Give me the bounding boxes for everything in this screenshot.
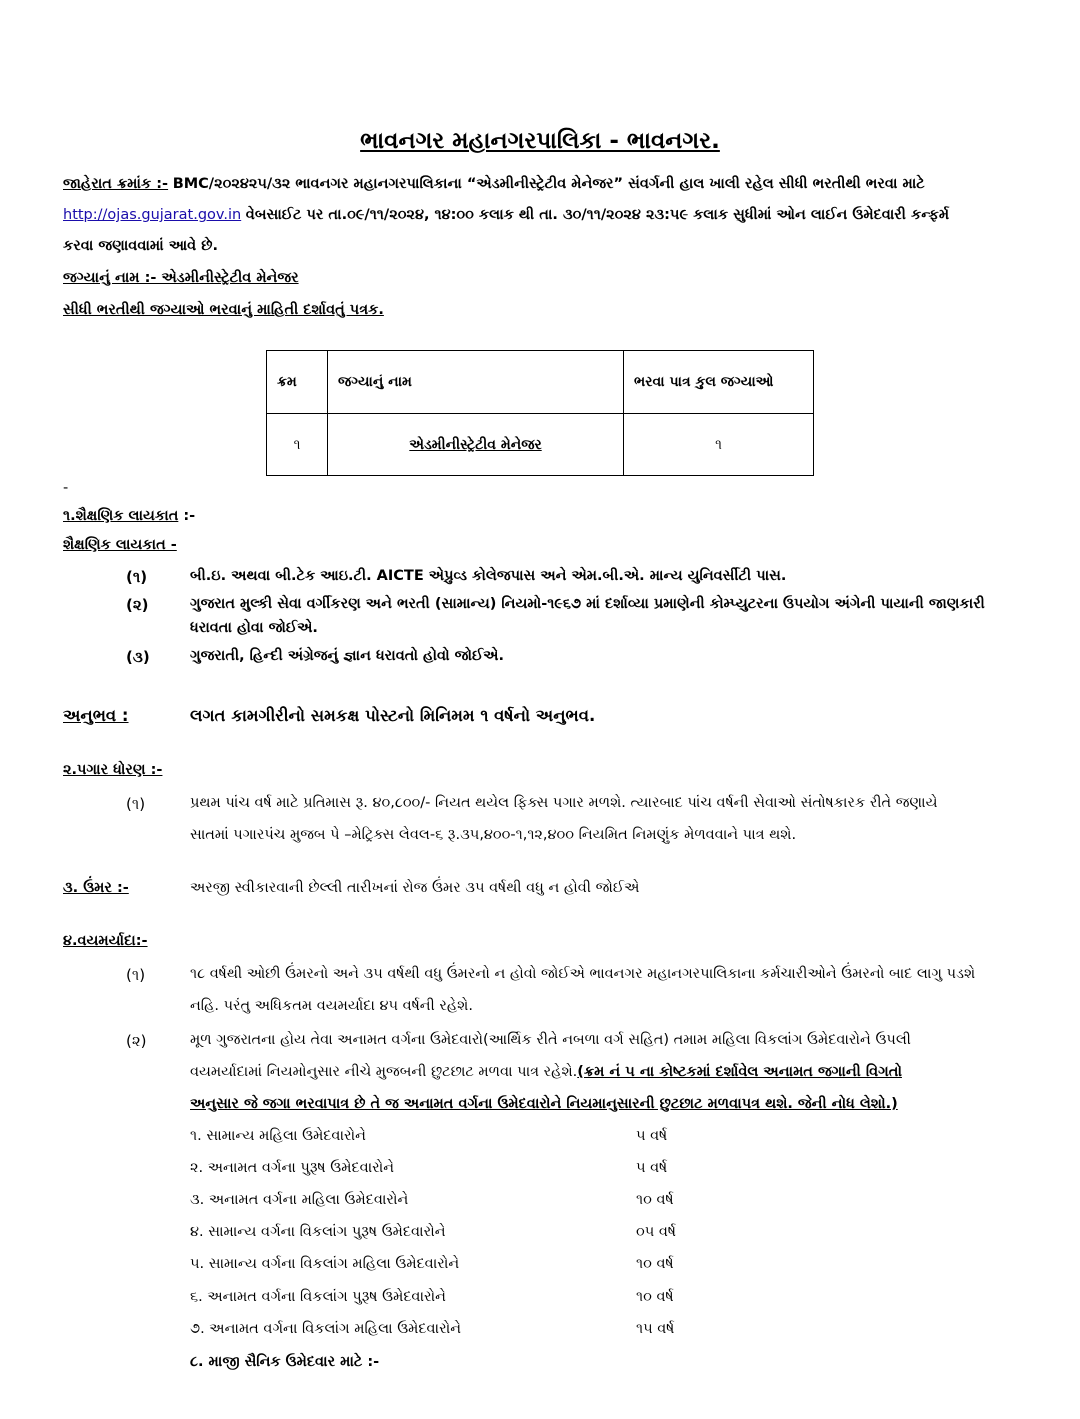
- age-limit-p2-line3: અનુસાર જે જગા ભરવાપાત્ર છે તે જ અનામત વર્ગના ઉમેદવારોને નિયમાનુસારની છુટછાટ મળવાપત્ર થશે. જેની નોધ લેશો.): [190, 1096, 898, 1112]
- separator-dash: -: [63, 480, 69, 496]
- relax-item-label: ૧. સામાન્ય મહિલા ઉમેદવારોને: [190, 1128, 366, 1144]
- posts-table: [266, 350, 814, 476]
- relax-item-label: ૨. અનામત વર્ગના પુરૂષ ઉમેદવારોને: [190, 1160, 395, 1176]
- pay-text-1: પ્રથમ પાંચ વર્ષ માટે પ્રતિમાસ રૂ. ૪૦,૮૦૦/- નિયત થયેલ ફિક્સ પગાર મળશે. ત્યારબાદ પાંચ વર્ષની સેવાઓ સંતોષકારક રીતે જણાયે: [190, 795, 938, 811]
- age-label: ૩. ઉંમર :-: [63, 880, 129, 896]
- advert-line-2: [63, 207, 949, 223]
- edu-item-text: બી.ઇ. અથવા બી.ટેક આઇ.ટી. AICTE એપ્રુવ્ડ કોલેજપાસ અને એમ.બી.એ. માન્ય યુનિવર્સીટી પાસ.: [190, 568, 787, 584]
- edu-item-text: ગુજરાત મુલ્કી સેવા વર્ગીકરણ અને ભરતી (સામાન્ય) નિયમો-૧૯૬૭ માં દર્શાવ્યા પ્રમાણેની કોમ્પ્યુટરના ઉપયોગ અંગેની પાયાની જાણકારી: [190, 596, 985, 612]
- relax-item-value: ૧૦ વર્ષ: [636, 1192, 674, 1208]
- advert-text-1: BMC/૨૦૨૪૨૫/૩૨ ભાવનગર મહાનગરપાલિકાના “એડમીનીસ્ટ્રેટીવ મેનેજર” સંવર્ગની હાલ ખાલી રહેલ સીધી ભરતીથી ભરવા માટે: [172, 176, 925, 192]
- age-limit-p2-line2b: (ક્રમ નં ૫ ના કોષ્ટકમાં દર્શાવેલ અનામત જગાની વિગતો: [577, 1064, 902, 1080]
- relax-item-value: ૫ વર્ષ: [636, 1128, 668, 1144]
- edu-item-text: ગુજરાતી, હિન્દી અંગ્રેજનું જ્ઞાન ધરાવતો હોવો જોઈએ.: [190, 648, 504, 664]
- relax-item-label: ૩. અનામત વર્ગના મહિલા ઉમેદવારોને: [190, 1192, 409, 1208]
- relax-item-label: ૬. અનામત વર્ગના વિકલાંગ પુરૂષ ઉમેદવારોને: [190, 1289, 446, 1305]
- table-cell: ૧: [624, 414, 814, 476]
- table-header-row: [267, 351, 814, 414]
- relax-item-value: ૧૫ વર્ષ: [636, 1321, 675, 1337]
- age-limit-p2-line2: [190, 1064, 902, 1080]
- education-subheading: શૈક્ષણિક લાયકાત -: [63, 537, 177, 553]
- relax-item-label: ૪. સામાન્ય વર્ગના વિકલાંગ પુરૂષ ઉમેદવારોને: [190, 1224, 446, 1240]
- table-header-cell: ભરવા પાત્ર કુલ જગ્યાઓ: [624, 351, 814, 414]
- advert-text-3: કરવા જણાવવામાં આવે છે.: [63, 238, 218, 254]
- age-limit-p2-line1: મૂળ ગુજરાતના હોય તેવા અનામત વર્ગના ઉમેદવારો(આર્થિક રીતે નબળા વર્ગ સહિત) તમામ મહિલા વિકલાંગ ઉમેદવારોને ઉપલી: [190, 1032, 911, 1048]
- edu-item-text-cont: ધરાવતા હોવા જોઈએ.: [190, 620, 318, 636]
- table-row: [267, 414, 814, 476]
- edu-item-num: (૨): [126, 596, 149, 614]
- age-limit-num: (૨): [126, 1032, 147, 1050]
- age-limit-p1-line2: નહિ. પરંતુ અધિકતમ વયમર્યાદા ૪૫ વર્ષની રહેશે.: [190, 998, 473, 1014]
- relax-item-label: ૭. અનામત વર્ગના વિકલાંગ મહિલા ઉમેદવારોને: [190, 1321, 462, 1337]
- age-limit-p1-line1: ૧૮ વર્ષથી ઓછી ઉંમરનો અને ૩૫ વર્ષથી વધુ ઉંમરનો ન હોવો જોઈએ ભાવનગર મહાનગરપાલિકાના કર્મચારીઓને ઉંમરનો બાદ લાગુ પડશે: [190, 966, 976, 982]
- relax-item-value: ૧૦ વર્ષ: [636, 1256, 674, 1272]
- table-cell: ૧: [267, 414, 328, 476]
- relax-item-value: ૫ વર્ષ: [636, 1160, 668, 1176]
- table-cell: એડમીનીસ્ટ્રેટીવ મેનેજર: [328, 414, 624, 476]
- age-text: અરજી સ્વીકારવાની છેલ્લી તારીખનાં રોજ ઉંમર ૩૫ વર્ષથી વધુ ન હોવી જોઈએ: [190, 880, 640, 896]
- relax-item-value: ૧૦ વર્ષ: [636, 1289, 674, 1305]
- relax-item-value: ૦૫ વર્ષ: [636, 1224, 677, 1240]
- info-line: સીધી ભરતીથી જગ્યાઓ ભરવાનું માહિતી દર્શાવતું પત્રક.: [63, 302, 384, 318]
- ojas-link[interactable]: http://ojas.gujarat.gov.in: [63, 207, 242, 223]
- experience-label: અનુભવ :: [63, 706, 129, 725]
- education-heading: [63, 508, 195, 524]
- table-header-cell: જગ્યાનું નામ: [328, 351, 624, 414]
- ex-serviceman-heading: ૮. માજી સૈનિક ઉમેદવાર માટે :-: [190, 1354, 380, 1370]
- page-title: ભાવનગર મહાનગરપાલિકા - ભાવનગર.: [360, 128, 720, 154]
- edu-item-num: (૩): [126, 648, 150, 666]
- edu-item-num: (૧): [126, 568, 148, 586]
- advert-text-2: વેબસાઈટ પર તા.૦૯/૧૧/૨૦૨૪, ૧૪:૦૦ કલાક થી તા. ૩૦/૧૧/૨૦૨૪ ૨૩:૫૯ કલાક સુધીમાં ઓન લાઈન ઉમેદવારી કન્ફર્મ: [245, 207, 950, 223]
- advert-label: જાહેરાત ક્રમાંક :-: [63, 176, 169, 192]
- education-heading-text: ૧.શૈક્ષણિક લાયકાત: [63, 508, 179, 524]
- age-limit-num: (૧): [126, 966, 146, 984]
- relax-item-label: ૫. સામાન્ય વર્ગના વિકલાંગ મહિલા ઉમેદવારોને: [190, 1256, 460, 1272]
- age-limit-p2-line2a: વયમર્યાદામાં નિયમોનુસાર નીચે મુજબની છુટછાટ મળવા પાત્ર રહેશે.: [190, 1064, 578, 1080]
- post-name-line: જગ્યાનું નામ :- એડમીનીસ્ટ્રેટીવ મેનેજર: [63, 270, 299, 286]
- table-header-cell: ક્રમ: [267, 351, 328, 414]
- experience-text: લગત કામગીરીનો સમકક્ષ પોસ્ટનો મિનિમમ ૧ વર્ષનો અનુભવ.: [190, 706, 596, 725]
- education-heading-suffix: :-: [178, 508, 196, 524]
- advert-line-1: [63, 176, 925, 192]
- pay-item-num: (૧): [126, 795, 146, 813]
- pay-text-2: સાતમાં પગારપંચ મુજબ પે –મેટ્રિક્સ લેવલ-૬ રૂ.૩૫,૪૦૦-૧,૧૨,૪૦૦ નિયમિત નિમણુંક મેળવવાને પાત્ર થશે.: [190, 827, 797, 843]
- pay-heading: ૨.પગાર ધોરણ :-: [63, 762, 163, 778]
- age-limit-heading: ૪.વયમર્યાદા:-: [63, 933, 148, 949]
